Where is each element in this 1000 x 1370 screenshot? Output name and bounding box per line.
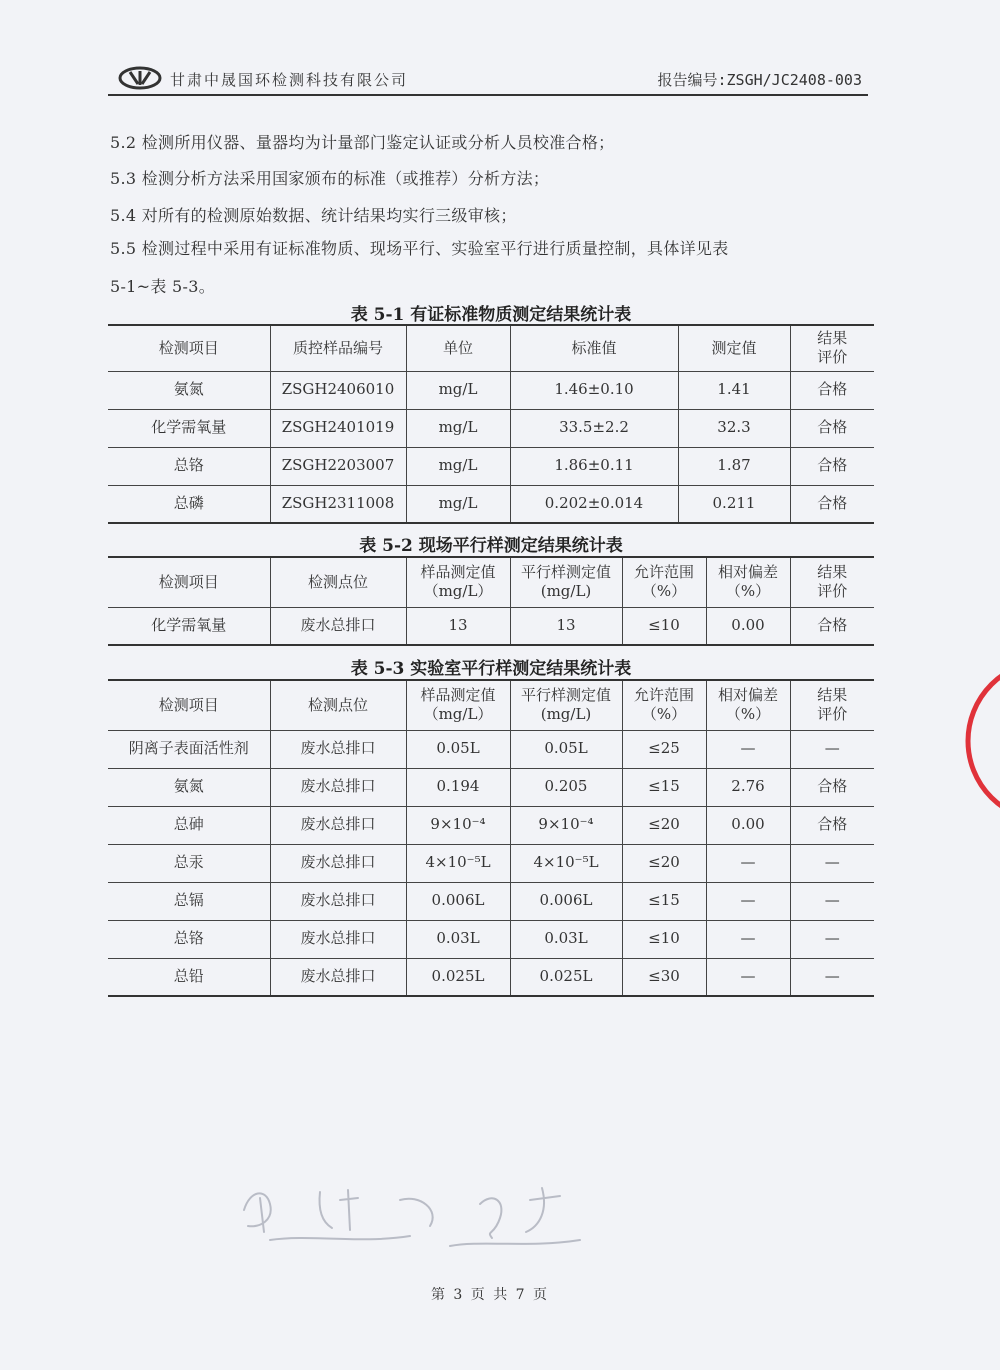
table1-header: 检测项目: [108, 325, 270, 371]
table3-header: 结果评价: [790, 680, 874, 730]
table-cell: 合格: [790, 485, 874, 523]
table-cell: 废水总排口: [270, 882, 406, 920]
table2-header: 允许范围（%）: [622, 557, 706, 607]
table-cell: —: [790, 882, 874, 920]
table-cell: 合格: [790, 607, 874, 645]
table-cell: ZSGH2406010: [270, 371, 406, 409]
table-cell: 0.00: [706, 607, 790, 645]
table-cell: mg/L: [406, 447, 510, 485]
table-cell: 0.03L: [406, 920, 510, 958]
table-cell: 1.41: [678, 371, 790, 409]
table-row: [108, 371, 874, 409]
inspection-stamp: [966, 656, 1000, 826]
table3-header: 允许范围（%）: [622, 680, 706, 730]
table-cell: 1.87: [678, 447, 790, 485]
table-cell: 氨氮: [108, 768, 270, 806]
table2-caption: 表 5-2 现场平行样测定结果统计表: [359, 536, 623, 556]
table-cell: 4×10⁻⁵L: [406, 844, 510, 882]
table-cell: ≤30: [622, 958, 706, 996]
table1-header-row: [108, 325, 874, 371]
table-row: [108, 447, 874, 485]
table1-header: 结果评价: [790, 325, 874, 371]
table-cell: 合格: [790, 447, 874, 485]
table3-header: 样品测定值（mg/L）: [406, 680, 510, 730]
table-cell: 合格: [790, 409, 874, 447]
company-logo-icon: [118, 66, 162, 90]
table-cell: ZSGH2203007: [270, 447, 406, 485]
table-cell: 废水总排口: [270, 768, 406, 806]
table-cell: 合格: [790, 768, 874, 806]
table-cell: 合格: [790, 371, 874, 409]
table-cell: 总铅: [108, 958, 270, 996]
table-cell: 9×10⁻⁴: [510, 806, 622, 844]
table-row: [108, 730, 874, 768]
table-cell: mg/L: [406, 485, 510, 523]
table-cell: 阴离子表面活性剂: [108, 730, 270, 768]
table-cell: 化学需氧量: [108, 409, 270, 447]
table-cell: ≤20: [622, 806, 706, 844]
table-cell: 32.3: [678, 409, 790, 447]
table-cell: 9×10⁻⁴: [406, 806, 510, 844]
table2-header: 结果评价: [790, 557, 874, 607]
table-cell: 废水总排口: [270, 806, 406, 844]
table-cell: ≤25: [622, 730, 706, 768]
report-number: 报告编号:ZSGH/JC2408-003: [657, 71, 862, 89]
table-cell: —: [706, 730, 790, 768]
table-row: [108, 485, 874, 523]
table-cell: 0.205: [510, 768, 622, 806]
table-cell: —: [790, 958, 874, 996]
table2-header: 相对偏差（%）: [706, 557, 790, 607]
table-cell: mg/L: [406, 409, 510, 447]
table-cell: ZSGH2401019: [270, 409, 406, 447]
paragraph-5-5-cont: 5-1~表 5-3。: [110, 277, 216, 296]
table3-caption: 表 5-3 实验室平行样测定结果统计表: [350, 659, 632, 679]
table-cell: ZSGH2311008: [270, 485, 406, 523]
table1: [108, 324, 874, 524]
table3-header: 检测项目: [108, 680, 270, 730]
table1-header: 质控样品编号: [270, 325, 406, 371]
table2-header: 平行样测定值(mg/L): [510, 557, 622, 607]
table-row: [108, 844, 874, 882]
signature-scribble: [230, 1170, 610, 1260]
table-cell: 氨氮: [108, 371, 270, 409]
table1-header: 标准值: [510, 325, 678, 371]
table2: [108, 556, 874, 646]
paragraph-5-4: 5.4 对所有的检测原始数据、统计结果均实行三级审核；: [110, 206, 517, 225]
table-cell: 总铬: [108, 447, 270, 485]
table-cell: ≤10: [622, 920, 706, 958]
company-name: 甘肃中晟国环检测科技有限公司: [170, 71, 409, 89]
table-cell: 废水总排口: [270, 730, 406, 768]
table1-header: 单位: [406, 325, 510, 371]
table-cell: 2.76: [706, 768, 790, 806]
table-cell: 1.46±0.10: [510, 371, 678, 409]
table-row: [108, 409, 874, 447]
table3-header-row: [108, 680, 874, 730]
table2-header: 检测点位: [270, 557, 406, 607]
table-row: [108, 768, 874, 806]
table-row: [108, 920, 874, 958]
table-cell: 化学需氧量: [108, 607, 270, 645]
table-cell: 0.03L: [510, 920, 622, 958]
table-cell: —: [706, 958, 790, 996]
table-cell: 0.202±0.014: [510, 485, 678, 523]
table-cell: 4×10⁻⁵L: [510, 844, 622, 882]
table2-header: 样品测定值（mg/L）: [406, 557, 510, 607]
table-cell: 0.05L: [510, 730, 622, 768]
table-cell: 0.025L: [510, 958, 622, 996]
table3-header: 平行样测定值(mg/L): [510, 680, 622, 730]
table-cell: 0.006L: [406, 882, 510, 920]
table-cell: 0.00: [706, 806, 790, 844]
table-cell: 废水总排口: [270, 920, 406, 958]
table-cell: —: [790, 844, 874, 882]
table-cell: 0.211: [678, 485, 790, 523]
table-cell: 0.006L: [510, 882, 622, 920]
table2-header: 检测项目: [108, 557, 270, 607]
table1-caption: 表 5-1 有证标准物质测定结果统计表: [350, 305, 632, 325]
table-cell: —: [706, 844, 790, 882]
table-cell: ≤10: [622, 607, 706, 645]
table1-header: 测定值: [678, 325, 790, 371]
table3-header: 检测点位: [270, 680, 406, 730]
table-cell: ≤15: [622, 882, 706, 920]
table-cell: 0.05L: [406, 730, 510, 768]
table-cell: ≤15: [622, 768, 706, 806]
paragraph-5-5: 5.5 检测过程中采用有证标准物质、现场平行、实验室平行进行质量控制，具体详见表: [110, 239, 729, 258]
table-cell: 废水总排口: [270, 844, 406, 882]
table-cell: —: [706, 920, 790, 958]
table3-header: 相对偏差（%）: [706, 680, 790, 730]
table-cell: 总镉: [108, 882, 270, 920]
page-header: [108, 64, 868, 96]
table-cell: 废水总排口: [270, 958, 406, 996]
table-cell: 1.86±0.11: [510, 447, 678, 485]
table-cell: —: [790, 730, 874, 768]
table-cell: 33.5±2.2: [510, 409, 678, 447]
table-cell: 总铬: [108, 920, 270, 958]
table-cell: 总磷: [108, 485, 270, 523]
table-cell: 合格: [790, 806, 874, 844]
table-cell: —: [790, 920, 874, 958]
table-cell: —: [706, 882, 790, 920]
table-cell: 13: [510, 607, 622, 645]
table-cell: 0.025L: [406, 958, 510, 996]
paragraph-5-3: 5.3 检测分析方法采用国家颁布的标准（或推荐）分析方法；: [110, 169, 550, 188]
table-cell: 总汞: [108, 844, 270, 882]
table2-header-row: [108, 557, 874, 607]
table-row: [108, 607, 874, 645]
table-cell: mg/L: [406, 371, 510, 409]
paragraph-5-2: 5.2 检测所用仪器、量器均为计量部门鉴定认证或分析人员校准合格；: [110, 133, 615, 152]
table-cell: 13: [406, 607, 510, 645]
table-row: [108, 958, 874, 996]
table-cell: 总砷: [108, 806, 270, 844]
table-cell: ≤20: [622, 844, 706, 882]
page-footer: 第 3 页 共 7 页: [430, 1287, 550, 1303]
table-cell: 0.194: [406, 768, 510, 806]
table-row: [108, 806, 874, 844]
table-cell: 废水总排口: [270, 607, 406, 645]
table3: [108, 679, 874, 997]
table-row: [108, 882, 874, 920]
